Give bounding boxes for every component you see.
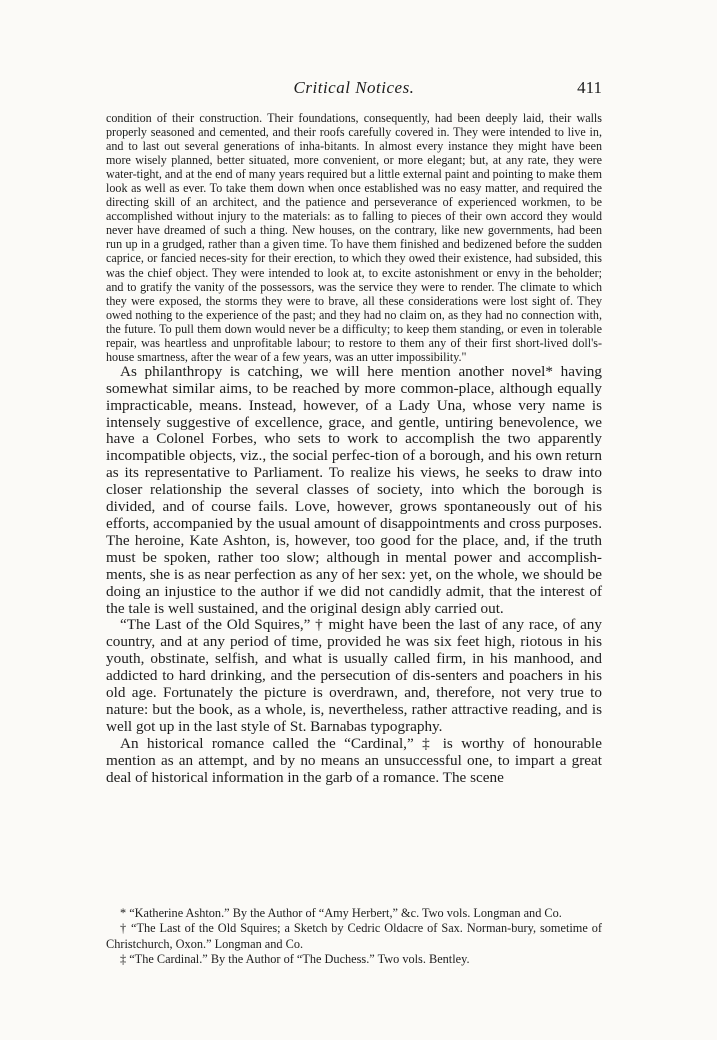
- main-text: [106, 111, 602, 787]
- footnote-1: * “Katherine Ashton.” By the Author of “Amy Herbert,” &c. Two vols. Longman and Co.: [120, 906, 562, 920]
- footnote-3: ‡ “The Cardinal.” By the Author of “The Duchess.” Two vols. Bentley.: [120, 952, 470, 967]
- footnote-2: † “The Last of the Old Squires; a Sketch by Cedric Oldacre of Sax. Norman-bury, sometime of Christchurch, Oxon.” Longman and Co.: [106, 921, 602, 951]
- paragraph-katherine-ashton: As philanthropy is catching, we will here mention another novel* having somewhat similar aims, to be reached by more common-place, although equally impracticable, means. Instead, however, of a Lady Una, whose very name is intensely suggestive of excellence, grace, and gentle, untiring benevolence, we have a Colonel Forbes, who sets to work to accomplish the two apparently incompatible objects, viz., the social perfec-tion of a borough, and his own return as its representative to Parliament. To realize his views, he seeks to draw into closer relationship the several classes of society, into which the borough is divided, and of course fails. Love, however, grows spontaneously out of his efforts, accompanied by the usual amount of disappointments and cross purposes. The heroine, Kate Ashton, is, however, too good for the place, and, if the truth must be spoken, rather too slow; although in mental power and accomplish-ments, she is as near perfection as any of her sex: yet, on the whole, we should be doing an injustice to the author if we did not candidly admit, that the interest of the tale is well sustained, and the original design ably carried out.: [106, 362, 602, 617]
- paragraph-old-squires: “The Last of the Old Squires,” † might have been the last of any race, of any country, and at any period of time, provided he was six feet high, riotous in his youth, obstinate, selfish, and what is usually called firm, in his manhood, and addicted to hard drinking, and the persecution of dis-senters and poachers in his old age. Fortunately the picture is overdrawn, and, therefore, not very true to nature: but the book, as a whole, is, nevertheless, rather attractive reading, and is well got up in the last style of St. Barnabas typography.: [106, 616, 602, 735]
- footnotes: [106, 906, 602, 968]
- page-number: 411: [577, 78, 602, 97]
- paragraph-cardinal: An historical romance called the “Cardinal,” ‡ is worthy of honourable mention as an attempt, and by no means an unsuccessful one, to impart a great deal of historical information in the garb of a romance. The scene: [106, 734, 602, 786]
- running-head: [106, 78, 602, 100]
- running-title: Critical Notices.: [293, 78, 415, 97]
- quoted-paragraph: condition of their construction. Their foundations, consequently, had been deeply laid, their walls properly seasoned and cemented, and their roofs carefully covered in. They were intended to live in, and to last out several generations of inha-bitants. In almost every instance they might have been more wisely planned, better situated, more convenient, or more elegant; but, at any rate, they were water-tight, and at the end of many years required but a little external paint and pointing to make them look as well as ever. To take them down when once established was no easy matter, and required the directing skill of an architect, and the patience and perseverance of experienced workmen, to be accomplished without injury to the materials: as to falling to pieces of their own accord they would never have dreamed of such a thing. New houses, on the contrary, like new governments, had been run up in a grudged, rather than a given time. To have them finished and bedizened before the sudden caprice, or fancied neces-sity for their erection, to which they owed their existence, had subsided, this was the chief object. They were intended to look at, to excite astonishment or envy in the beholder; and to gratify the vanity of the possessors, was the service they were to render. The climate to which they were exposed, the storms they were to brave, all these considerations were lost sight of. They owed nothing to the experience of the past; and they had no claim on, as they had no connection with, the future. To pull them down would never be a difficulty; to keep them standing, or even in tolerable repair, was heartless and unprofitable labour; to restore to them any of their first short-lived doll's-house smartness, after the wear of a few years, was an utter impossibility.": [106, 111, 602, 364]
